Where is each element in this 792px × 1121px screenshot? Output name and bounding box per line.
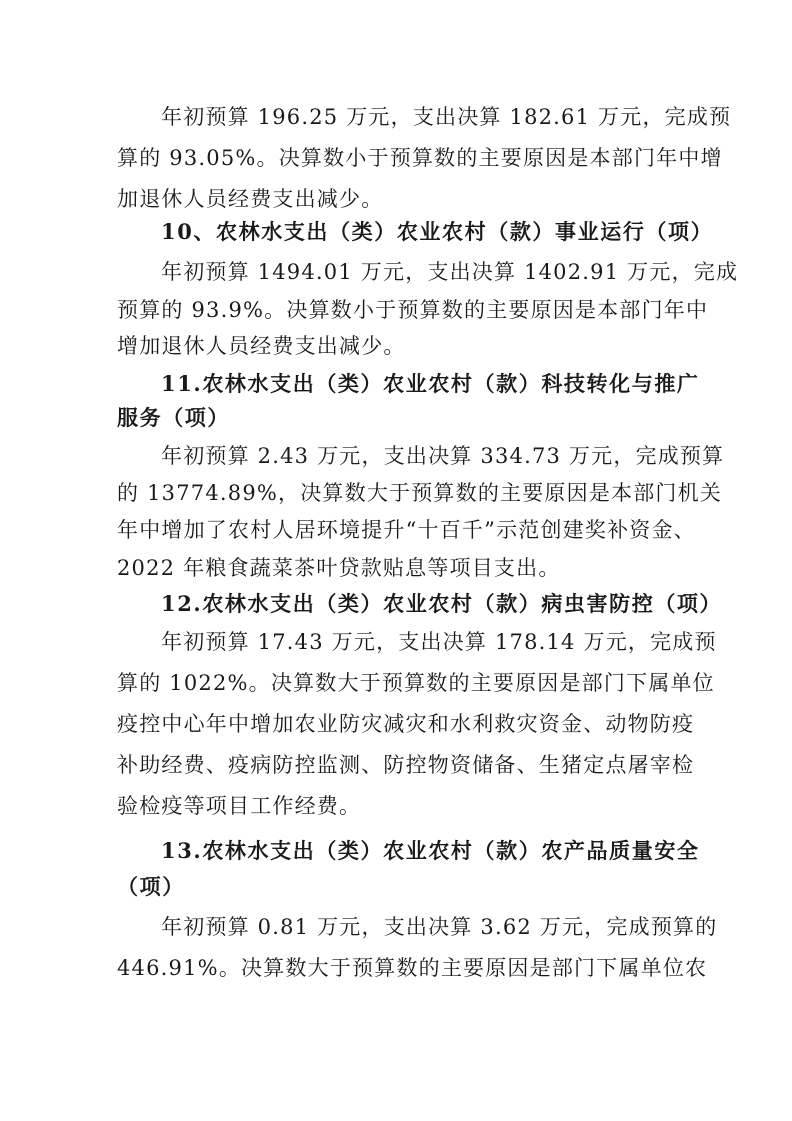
paragraph-line: 2022 年粮食蔬菜茶叶贷款贴息等项目支出。	[117, 556, 561, 580]
section-heading: （项）	[117, 874, 185, 899]
paragraph-line: 年初预算 2.43 万元，支出决算 334.73 万元，完成预算	[161, 444, 725, 468]
section-heading: 12.农林水支出（类）农业农村（款）病虫害防控（项）	[161, 591, 723, 616]
section-heading: 11.农林水支出（类）农业农村（款）科技转化与推广	[161, 371, 700, 396]
paragraph-line: 验检疫等项目工作经费。	[117, 794, 362, 818]
paragraph-line: 年中增加了农村人居环境提升“十百千”示范创建奖补资金、	[117, 518, 696, 542]
paragraph-line: 预算的 93.9%。决算数小于预算数的主要原因是本部门年中	[117, 298, 709, 322]
paragraph-line: 疫控中心年中增加农业防灾减灾和水利救灾资金、动物防疫	[117, 712, 695, 736]
paragraph-line: 增加退休人员经费支出减少。	[117, 334, 406, 358]
paragraph-line: 年初预算 0.81 万元，支出决算 3.62 万元，完成预算的	[161, 915, 718, 939]
paragraph-line: 加退休人员经费支出减少。	[117, 187, 384, 211]
paragraph-line: 年初预算 17.43 万元，支出决算 178.14 万元，完成预	[161, 630, 717, 654]
paragraph-line: 年初预算 1494.01 万元，支出决算 1402.91 万元，完成	[161, 260, 739, 284]
paragraph-line: 算的 1022%。决算数大于预算数的主要原因是部门下属单位	[117, 671, 715, 695]
paragraph-line: 的 13774.89%，决算数大于预算数的主要原因是本部门机关	[117, 481, 723, 505]
paragraph-line: 年初预算 196.25 万元，支出决算 182.61 万元，完成预	[161, 105, 732, 129]
section-heading: 服务（项）	[117, 405, 230, 430]
paragraph-line: 补助经费、疫病防控监测、防控物资储备、生猪定点屠宰检	[117, 753, 695, 777]
paragraph-line: 算的 93.05%。决算数小于预算数的主要原因是本部门年中增	[117, 146, 723, 170]
section-heading: 13.农林水支出（类）农业农村（款）农产品质量安全	[161, 838, 700, 863]
section-heading: 10、农林水支出（类）农业农村（款）事业运行（项）	[161, 219, 714, 244]
paragraph-line: 446.91%。决算数大于预算数的主要原因是部门下属单位农	[117, 956, 708, 980]
